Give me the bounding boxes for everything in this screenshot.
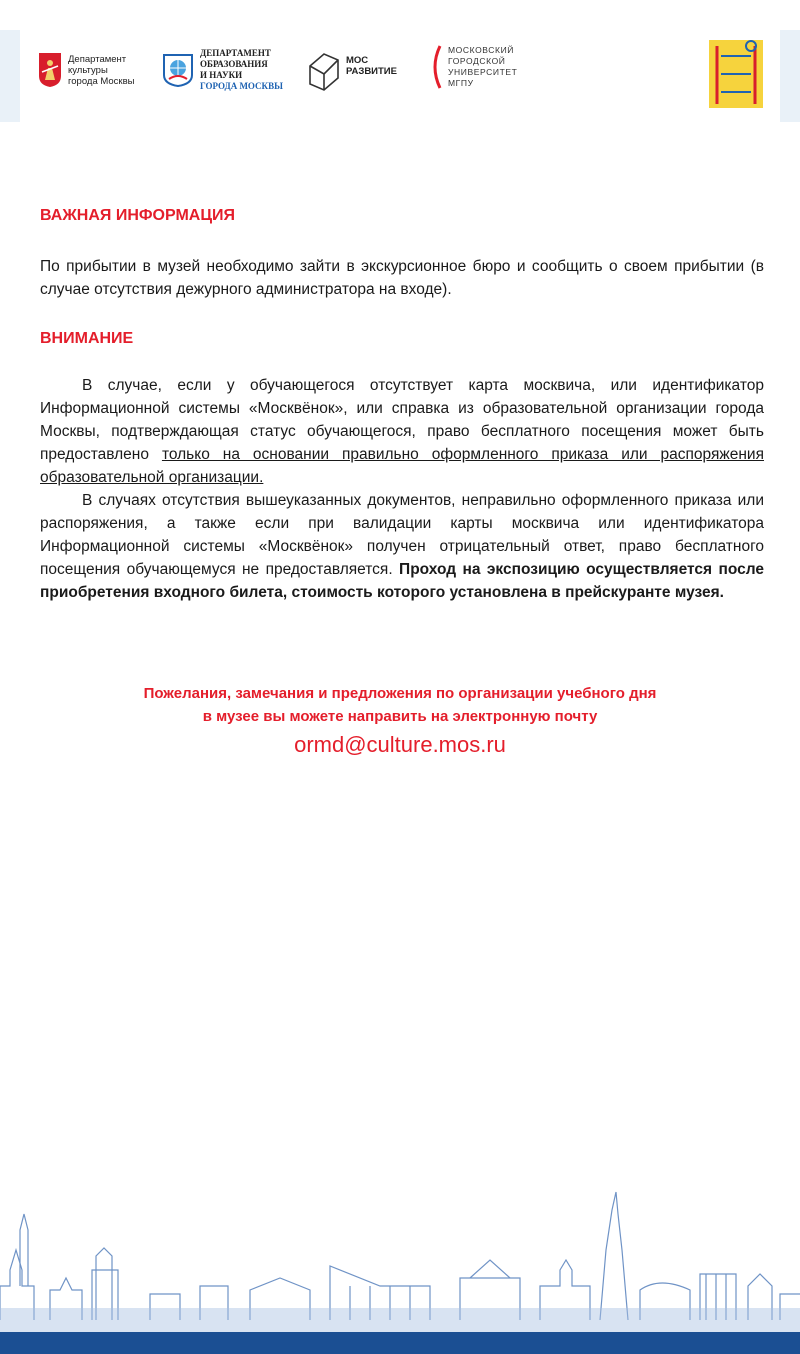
main-content xyxy=(40,200,764,604)
attention-p1-text: В случае, если у обучающегося отсутствует карта москвича, или идентификатор Информационной системы «Москвёнок», или справка из образовательной организации города Москвы, подтверждающая статус обучающегося, право бесплатного посещения может быть предоставлено xyxy=(40,377,764,463)
contact-line-1: Пожелания, замечания и предложения по организации учебного дня xyxy=(143,685,657,702)
bottom-brand-bar xyxy=(0,1332,800,1354)
contact-line-2: в музее вы можете направить на электронную почту xyxy=(202,708,598,725)
logo-education-dept xyxy=(162,48,283,92)
header-logos xyxy=(0,0,800,130)
logo-mos-razvitie-text: МОС РАЗВИТИЕ xyxy=(346,55,397,77)
uchebny-den-v-muzee-logo xyxy=(707,34,765,112)
edu-line-4: ГОРОДА МОСКВЫ xyxy=(200,81,283,91)
attention-paragraph-2 xyxy=(40,489,764,604)
important-info-heading: ВАЖНАЯ ИНФОРМАЦИЯ xyxy=(40,207,236,224)
mos-razvitie-cube-icon xyxy=(306,50,342,94)
logo-mgpu xyxy=(428,44,517,90)
contact-email-link[interactable]: ormd@culture.mos.ru xyxy=(294,732,506,757)
attention-paragraph-1 xyxy=(40,374,764,489)
contact-block xyxy=(0,682,800,760)
edu-line-1: ДЕПАРТАМЕНТ xyxy=(200,48,271,58)
logo-uchebny-den xyxy=(707,34,765,112)
logo-mgpu-text: МОСКОВСКИЙ ГОРОДСКОЙ УНИВЕРСИТЕТ МГПУ xyxy=(448,45,518,88)
moscow-coat-of-arms-icon xyxy=(38,52,62,88)
logo-moscow-culture xyxy=(38,52,134,88)
attention-p2-bold: Проход на экспозицию осуществляется после приобретения входного билета, стоимость которого установлена в прейскуранте музея. xyxy=(40,561,764,601)
mgpu-emblem-icon xyxy=(428,44,442,90)
logo-moscow-culture-text: Департамент культуры города Москвы xyxy=(68,53,135,87)
edu-line-2: ОБРАЗОВАНИЯ xyxy=(200,59,268,69)
attention-p2-text: В случаях отсутствия вышеуказанных документов, неправильно оформленного приказа или распоряжения, а также если при валидации карты москвича или идентификатора Информационной системы «Москвёнок» получен отрицательный ответ, право бесплатного посещения обучающемуся не предоставляется. xyxy=(40,492,764,578)
edu-line-3: И НАУКИ xyxy=(200,70,243,80)
logo-mos-razvitie xyxy=(306,50,397,94)
moscow-skyline-illustration xyxy=(0,1190,800,1332)
arrival-instructions: По прибытии в музей необходимо зайти в экскурсионное бюро и сообщить о своем прибытии (в случае отсутствия дежурного администратора на входе). xyxy=(40,258,764,298)
attention-heading: ВНИМАНИЕ xyxy=(40,330,134,347)
attention-p1-underlined: только на основании правильно оформленного приказа или распоряжения образовательной организации. xyxy=(40,446,764,486)
logo-education-dept-text xyxy=(200,48,283,92)
education-globe-icon xyxy=(162,53,194,87)
